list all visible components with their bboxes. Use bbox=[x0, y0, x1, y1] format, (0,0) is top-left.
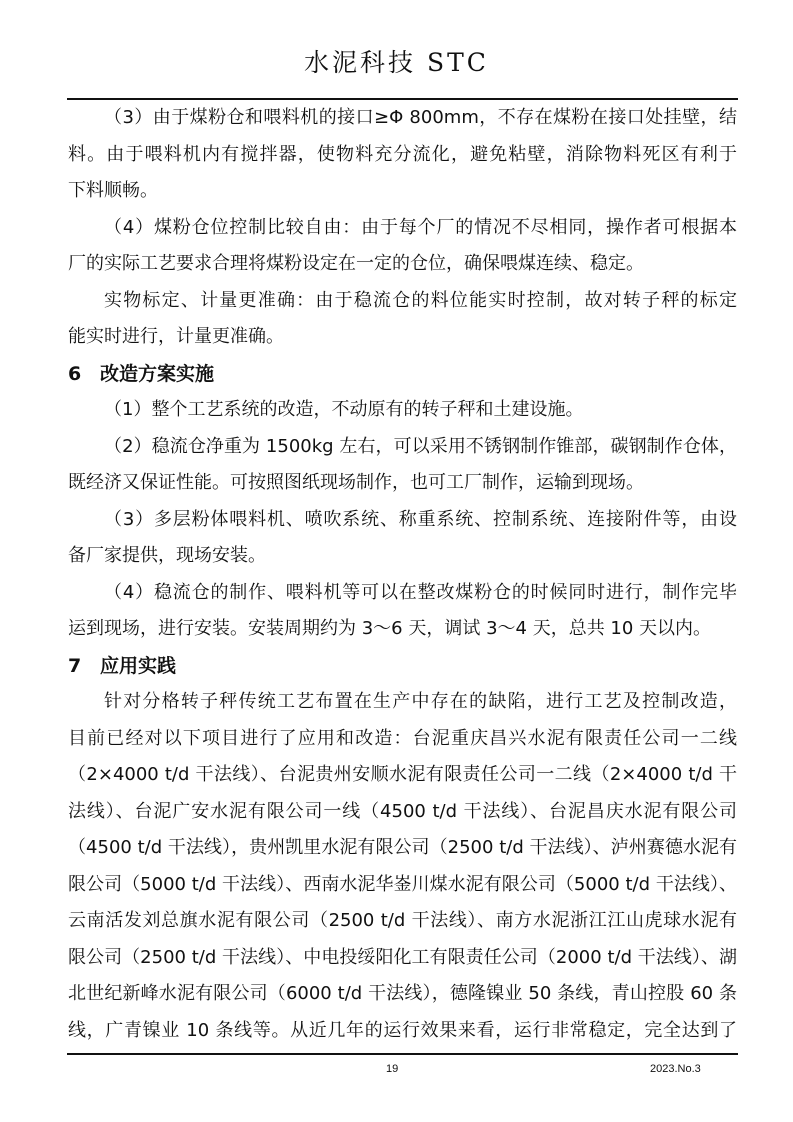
text-line: 北世纪新峰水泥有限公司（6000 t/d 干法线），德隆镍业 50 条线，青山控股 60 条 bbox=[68, 983, 737, 1004]
text-line: 备厂家提供，现场安装。 bbox=[68, 545, 266, 566]
text-line: 料。由于喂料机内有搅拌器，使物料充分流化，避免粘壁，消除物料死区有利于 bbox=[68, 143, 737, 165]
text-line: 线，广青镍业 10 条线等。从近几年的运行效果来看，运行非常稳定，完全达到了 bbox=[68, 1019, 737, 1041]
paragraph bbox=[68, 392, 737, 429]
paragraph bbox=[68, 429, 737, 502]
text-line: 运到现场，进行安装。安装周期约为 3～6 天，调试 3～4 天，总共 10 天以内。 bbox=[68, 618, 712, 639]
text-line: （3）多层粉体喂料机、喷吹系统、称重系统、控制系统、连接附件等，由设 bbox=[104, 508, 737, 530]
text-line: 目前已经对以下项目进行了应用和改造：台泥重庆昌兴水泥有限责任公司一二线 bbox=[68, 727, 737, 749]
text-line: 厂的实际工艺要求合理将煤粉设定在一定的仓位，确保喂煤连续、稳定。 bbox=[68, 253, 644, 274]
paragraph bbox=[68, 575, 737, 648]
text-line: 云南活发刘总旗水泥有限公司（2500 t/d 干法线）、南方水泥浙江江山虎球水泥有 bbox=[68, 910, 737, 931]
text-line: 针对分格转子秤传统工艺布置在生产中存在的缺陷，进行工艺及控制改造， bbox=[104, 691, 737, 712]
section-title: 改造方案实施 bbox=[100, 362, 215, 385]
paragraph bbox=[68, 210, 737, 283]
text-line: 法线）、台泥广安水泥有限公司一线（4500 t/d 干法线）、台泥昌庆水泥有限公司 bbox=[68, 800, 737, 822]
text-line: 下料顺畅。 bbox=[68, 180, 158, 201]
text-line: 限公司（5000 t/d 干法线）、西南水泥华崟川煤水泥有限公司（5000 t/d 干法线）、 bbox=[68, 873, 737, 895]
text-line: 既经济又保证性能。可按照图纸现场制作，也可工厂制作，运输到现场。 bbox=[68, 472, 644, 493]
section-title: 应用实践 bbox=[100, 654, 177, 677]
text-line: （1）整个工艺系统的改造，不动原有的转子秤和土建设施。 bbox=[104, 399, 584, 420]
page-number: 19 bbox=[386, 1063, 399, 1075]
paragraph bbox=[68, 684, 737, 1049]
text-line: （4）稳流仓的制作、喂料机等可以在整改煤粉仓的时候同时进行，制作完毕 bbox=[104, 581, 737, 603]
text-line: （4）煤粉仓位控制比较自由：由于每个厂的情况不尽相同，操作者可根据本 bbox=[104, 216, 737, 238]
text-line: 能实时进行，计量更准确。 bbox=[68, 326, 284, 347]
paragraph bbox=[68, 502, 737, 575]
paragraph bbox=[68, 100, 737, 210]
text-line: 实物标定、计量更准确：由于稳流仓的料位能实时控制，故对转子秤的标定 bbox=[104, 289, 737, 311]
article-body bbox=[68, 100, 737, 1049]
text-line: （2×4000 t/d 干法线）、台泥贵州安顺水泥有限责任公司一二线（2×4000 t/d 干 bbox=[68, 764, 737, 785]
section-heading bbox=[68, 356, 737, 393]
section-number: 6 bbox=[68, 362, 82, 385]
text-line: （3）由于煤粉仓和喂料机的接口≥Φ 800mm，不存在煤粉在接口处挂壁，结 bbox=[104, 107, 737, 128]
issue-label: 2023.No.3 bbox=[650, 1063, 701, 1075]
text-line: （4500 t/d 干法线），贵州凯里水泥有限公司（2500 t/d 干法线）、泸州赛德水泥有 bbox=[68, 837, 737, 858]
text-line: （2）稳流仓净重为 1500kg 左右，可以采用不锈钢制作锥部，碳钢制作仓体， bbox=[104, 435, 737, 457]
footer-divider bbox=[67, 1053, 738, 1055]
text-line: 限公司（2500 t/d 干法线）、中电投绥阳化工有限责任公司（2000 t/d 干法线）、湖 bbox=[68, 946, 737, 968]
journal-header-title: 水泥科技 STC bbox=[304, 48, 489, 77]
paragraph bbox=[68, 283, 737, 356]
section-number: 7 bbox=[68, 654, 82, 677]
section-heading bbox=[68, 648, 737, 685]
